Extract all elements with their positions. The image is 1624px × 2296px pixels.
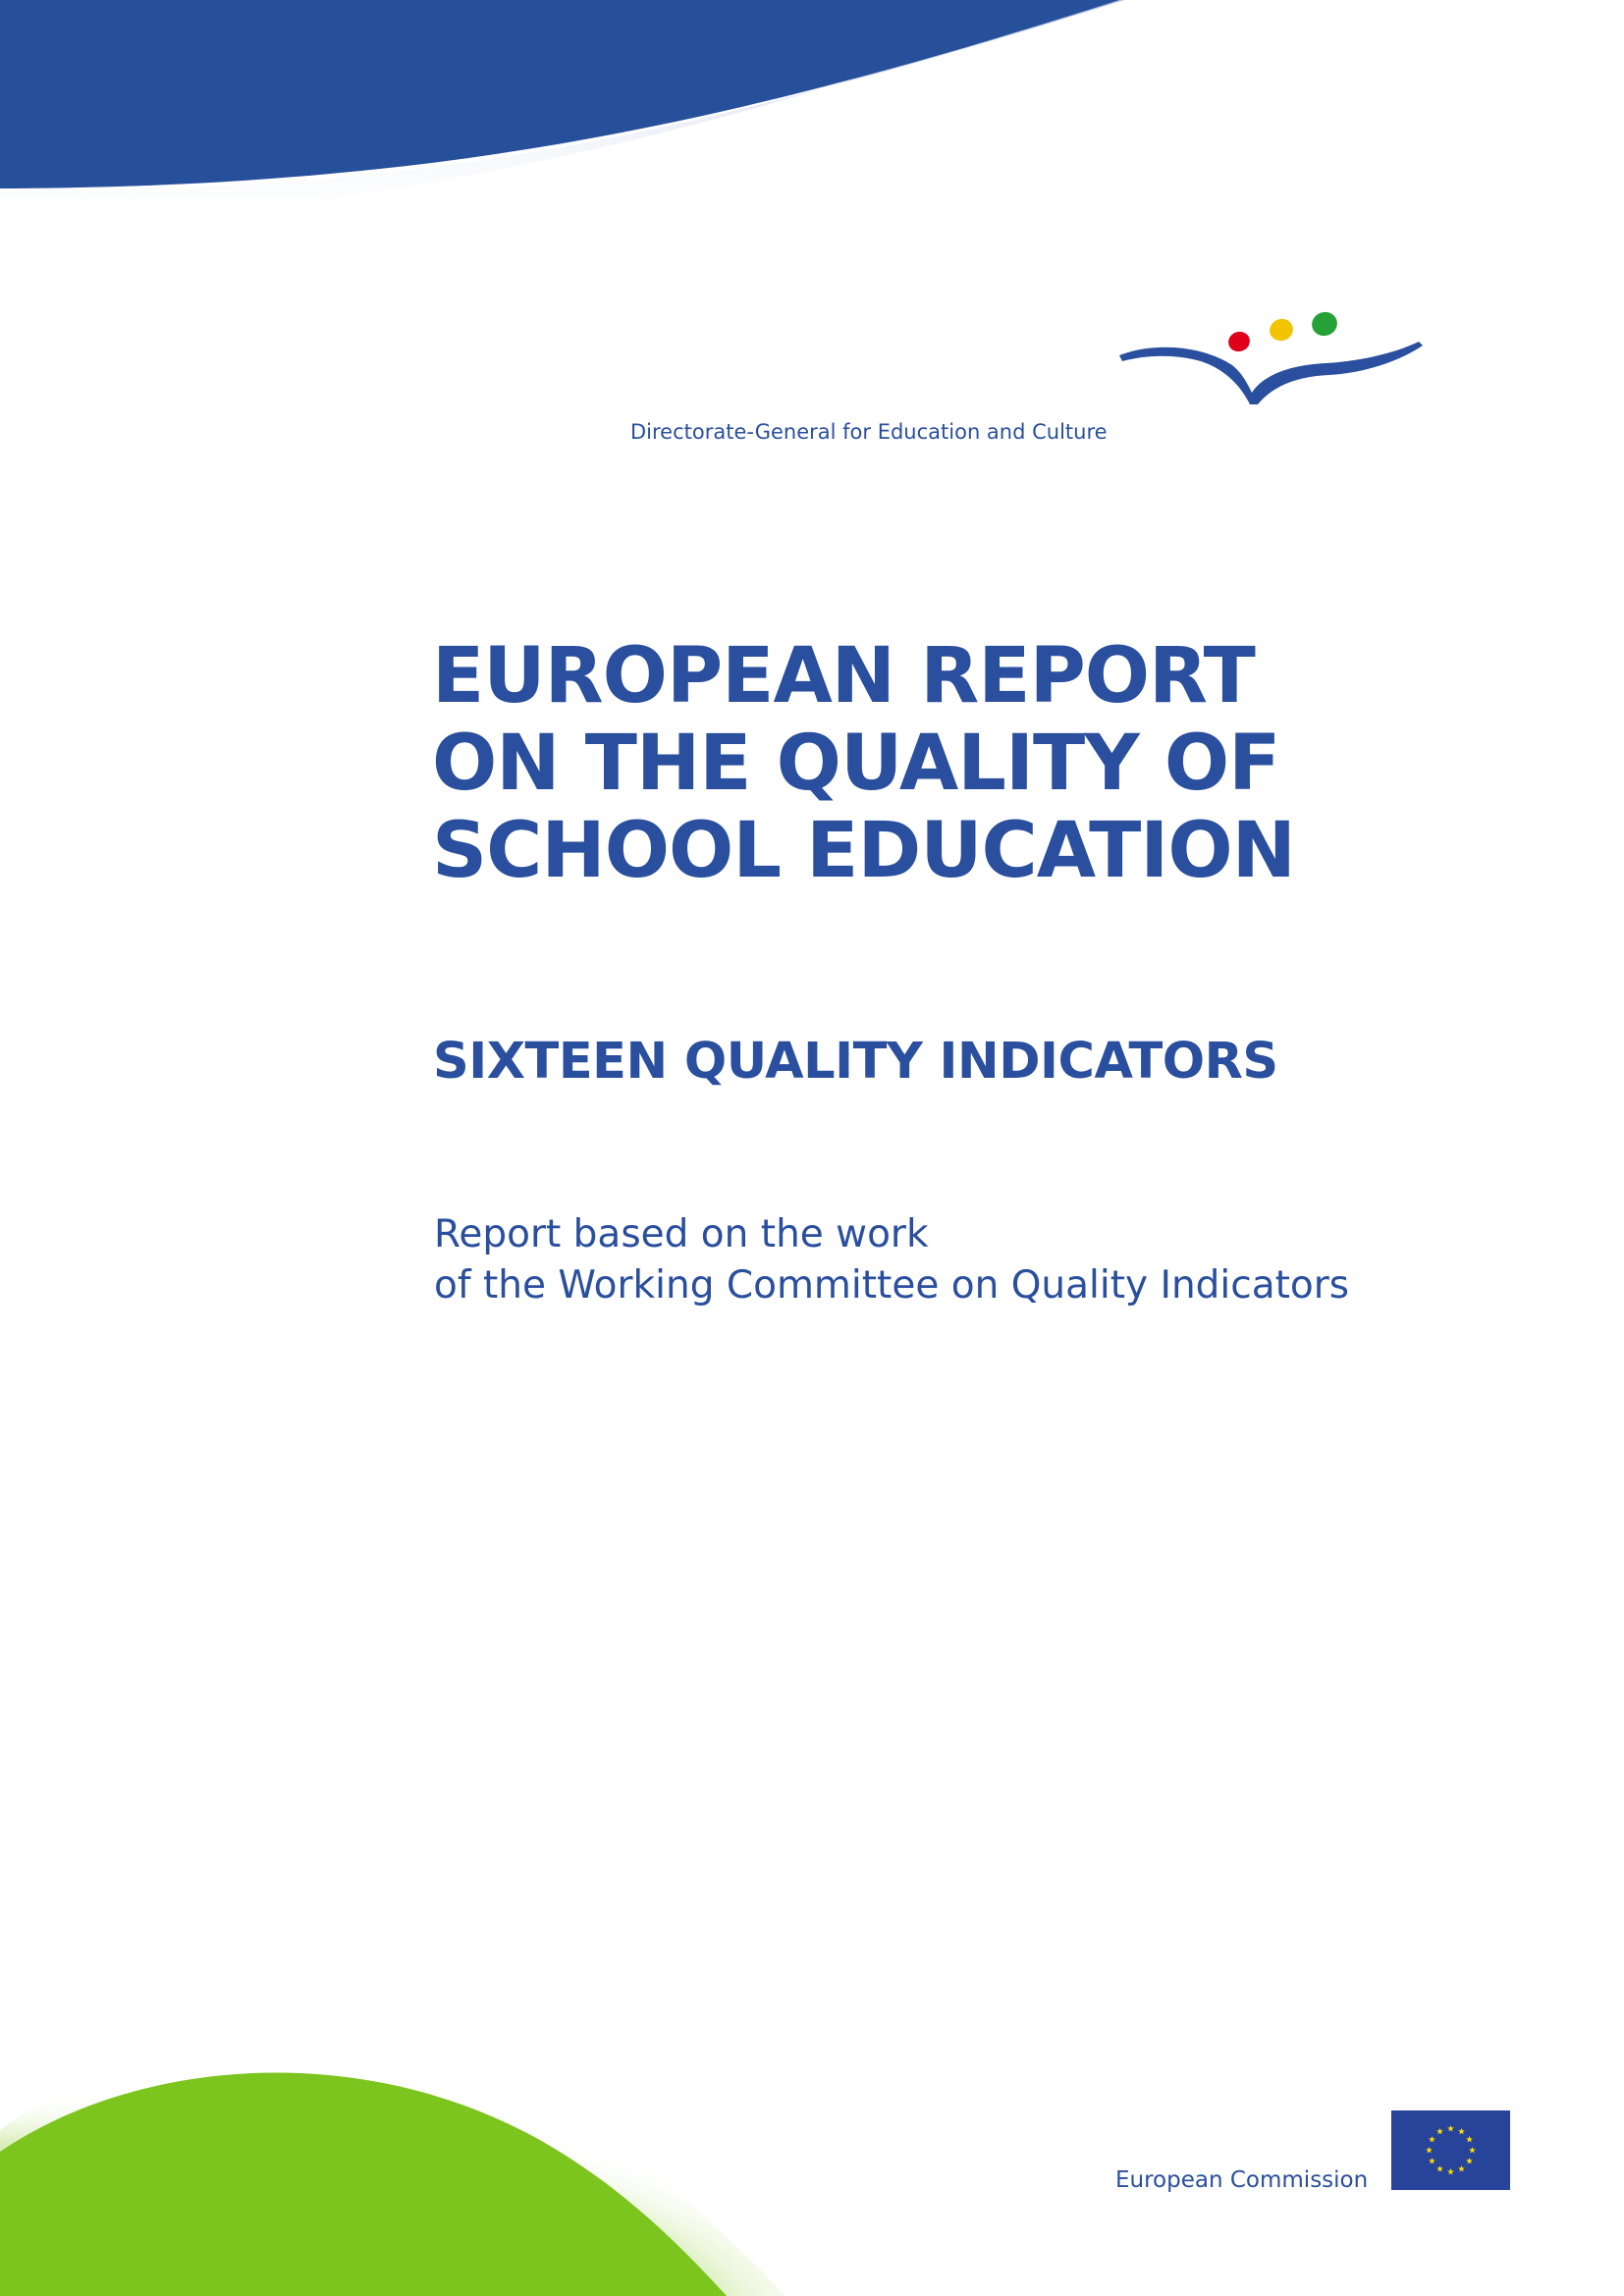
directorate-label: Directorate-General for Education and Culture [630,420,1108,444]
report-title [432,633,1295,895]
report-title-line: ON THE QUALITY OF [432,720,1280,808]
report-description-line: of the Working Committee on Quality Indicators [434,1263,1350,1308]
report-description-line: Report based on the work [434,1212,929,1256]
education-culture-logo-icon [1114,294,1429,422]
report-title-line: SCHOOL EDUCATION [432,807,1295,895]
bottom-green-decoration [0,1983,884,2296]
report-description [434,1209,1349,1311]
top-wave-decoration [0,0,1624,255]
eu-flag-icon [1391,2110,1510,2190]
report-subtitle: SIXTEEN QUALITY INDICATORS [433,1033,1278,1091]
report-title-line: EUROPEAN REPORT [432,632,1255,721]
european-commission-label: European Commission [1115,2167,1369,2193]
